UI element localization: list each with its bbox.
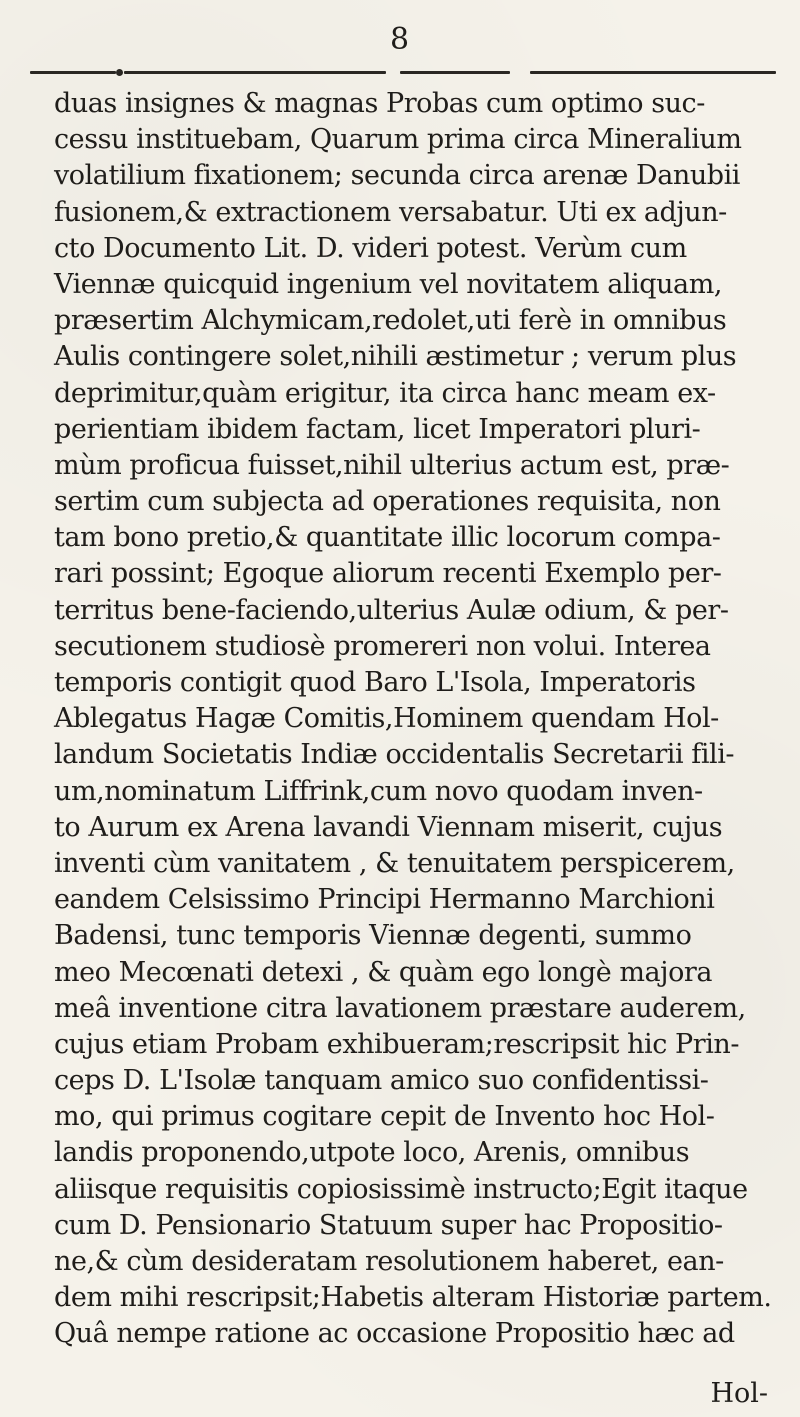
catchword: Hol- <box>710 1378 768 1409</box>
text-line: fusionem,& extractionem versabatur. Uti ex adjun- <box>54 196 727 228</box>
text-line: mo, qui primus cogitare cepit de Invento hoc Hol- <box>54 1101 715 1133</box>
text-line: aliisque requisitis copiosissimè instructo;Egit itaque <box>54 1173 748 1205</box>
text-line: mùm proficua fuisset,nihil ulterius actum est, præ- <box>54 449 730 481</box>
ornament-dot <box>116 69 123 76</box>
header-ornament-rule <box>30 68 776 76</box>
ornament-bar <box>30 71 116 74</box>
ornament-bar <box>124 71 386 74</box>
text-line: to Aurum ex Arena lavandi Viennam miserit, cujus <box>54 811 723 843</box>
text-line: Quâ nempe ratione ac occasione Propositio hæc ad <box>54 1318 735 1350</box>
text-line: ne,& cùm desideratam resolutionem haberet, ean- <box>54 1246 724 1277</box>
ornament-bar <box>530 71 776 74</box>
text-line: volatilium fixationem; secunda circa arenæ Danubii <box>54 160 740 192</box>
text-line: cto Documento Lit. D. videri potest. Verùm cum <box>54 232 687 264</box>
text-line: secutionem studiosè promereri non volui. Interea <box>54 630 711 662</box>
text-line: rari possint; Egoque aliorum recenti Exemplo per- <box>54 558 722 590</box>
text-line: duas insignes & magnas Probas cum optimo suc- <box>54 88 705 119</box>
text-line: ceps D. L'Isolæ tanquam amico suo confidentissi- <box>54 1065 709 1097</box>
text-line: perientiam ibidem factam, licet Imperatori pluri- <box>54 413 701 445</box>
body-text <box>54 86 792 1353</box>
text-line: inventi cùm vanitatem , & tenuitatem perspicerem, <box>54 847 735 879</box>
text-line: cujus etiam Probam exhibueram;rescripsit hic Prin- <box>54 1028 739 1060</box>
text-line: landum Societatis Indiæ occidentalis Secretarii fili- <box>54 739 735 771</box>
text-line: Viennæ quicquid ingenium vel novitatem aliquam, <box>54 268 722 300</box>
text-line: præsertim Alchymicam,redolet,uti ferè in omnibus <box>54 305 727 337</box>
text-line: dem mihi rescripsit;Habetis alteram Historiæ partem. <box>54 1282 772 1314</box>
text-line: deprimitur,quàm erigitur, ita circa hanc meam ex- <box>54 377 716 409</box>
text-line: meâ inventione citra lavationem præstare auderem, <box>54 992 746 1024</box>
text-line: sertim cum subjecta ad operationes requisita, non <box>54 486 721 518</box>
text-line: Ablegatus Hagæ Comitis,Hominem quendam Hol- <box>54 703 719 735</box>
text-line: meo Mecœnati detexi , & quàm ego longè majora <box>54 956 712 988</box>
text-line: landis proponendo,utpote loco, Arenis, omnibus <box>54 1137 690 1169</box>
text-line: Aulis contingere solet,nihili æstimetur ; verum plus <box>54 341 737 373</box>
text-line: temporis contigit quod Baro L'Isola, Imperatoris <box>54 667 696 698</box>
page-number: 8 <box>389 22 411 57</box>
text-line: um,nominatum Liffrink,cum novo quodam inven- <box>54 775 703 807</box>
ornament-bar <box>400 71 510 74</box>
text-line: eandem Celsissimo Principi Hermanno Marchioni <box>54 884 715 916</box>
text-line: territus bene-faciendo,ulterius Aulæ odium, & per- <box>54 594 729 626</box>
text-line: cum D. Pensionario Statuum super hac Propositio- <box>54 1209 723 1241</box>
text-line: tam bono pretio,& quantitate illic locorum compa- <box>54 522 721 554</box>
text-line: Badensi, tunc temporis Viennæ degenti, summo <box>54 920 692 952</box>
text-line: cessu instituebam, Quarum prima circa Mineralium <box>54 124 742 156</box>
